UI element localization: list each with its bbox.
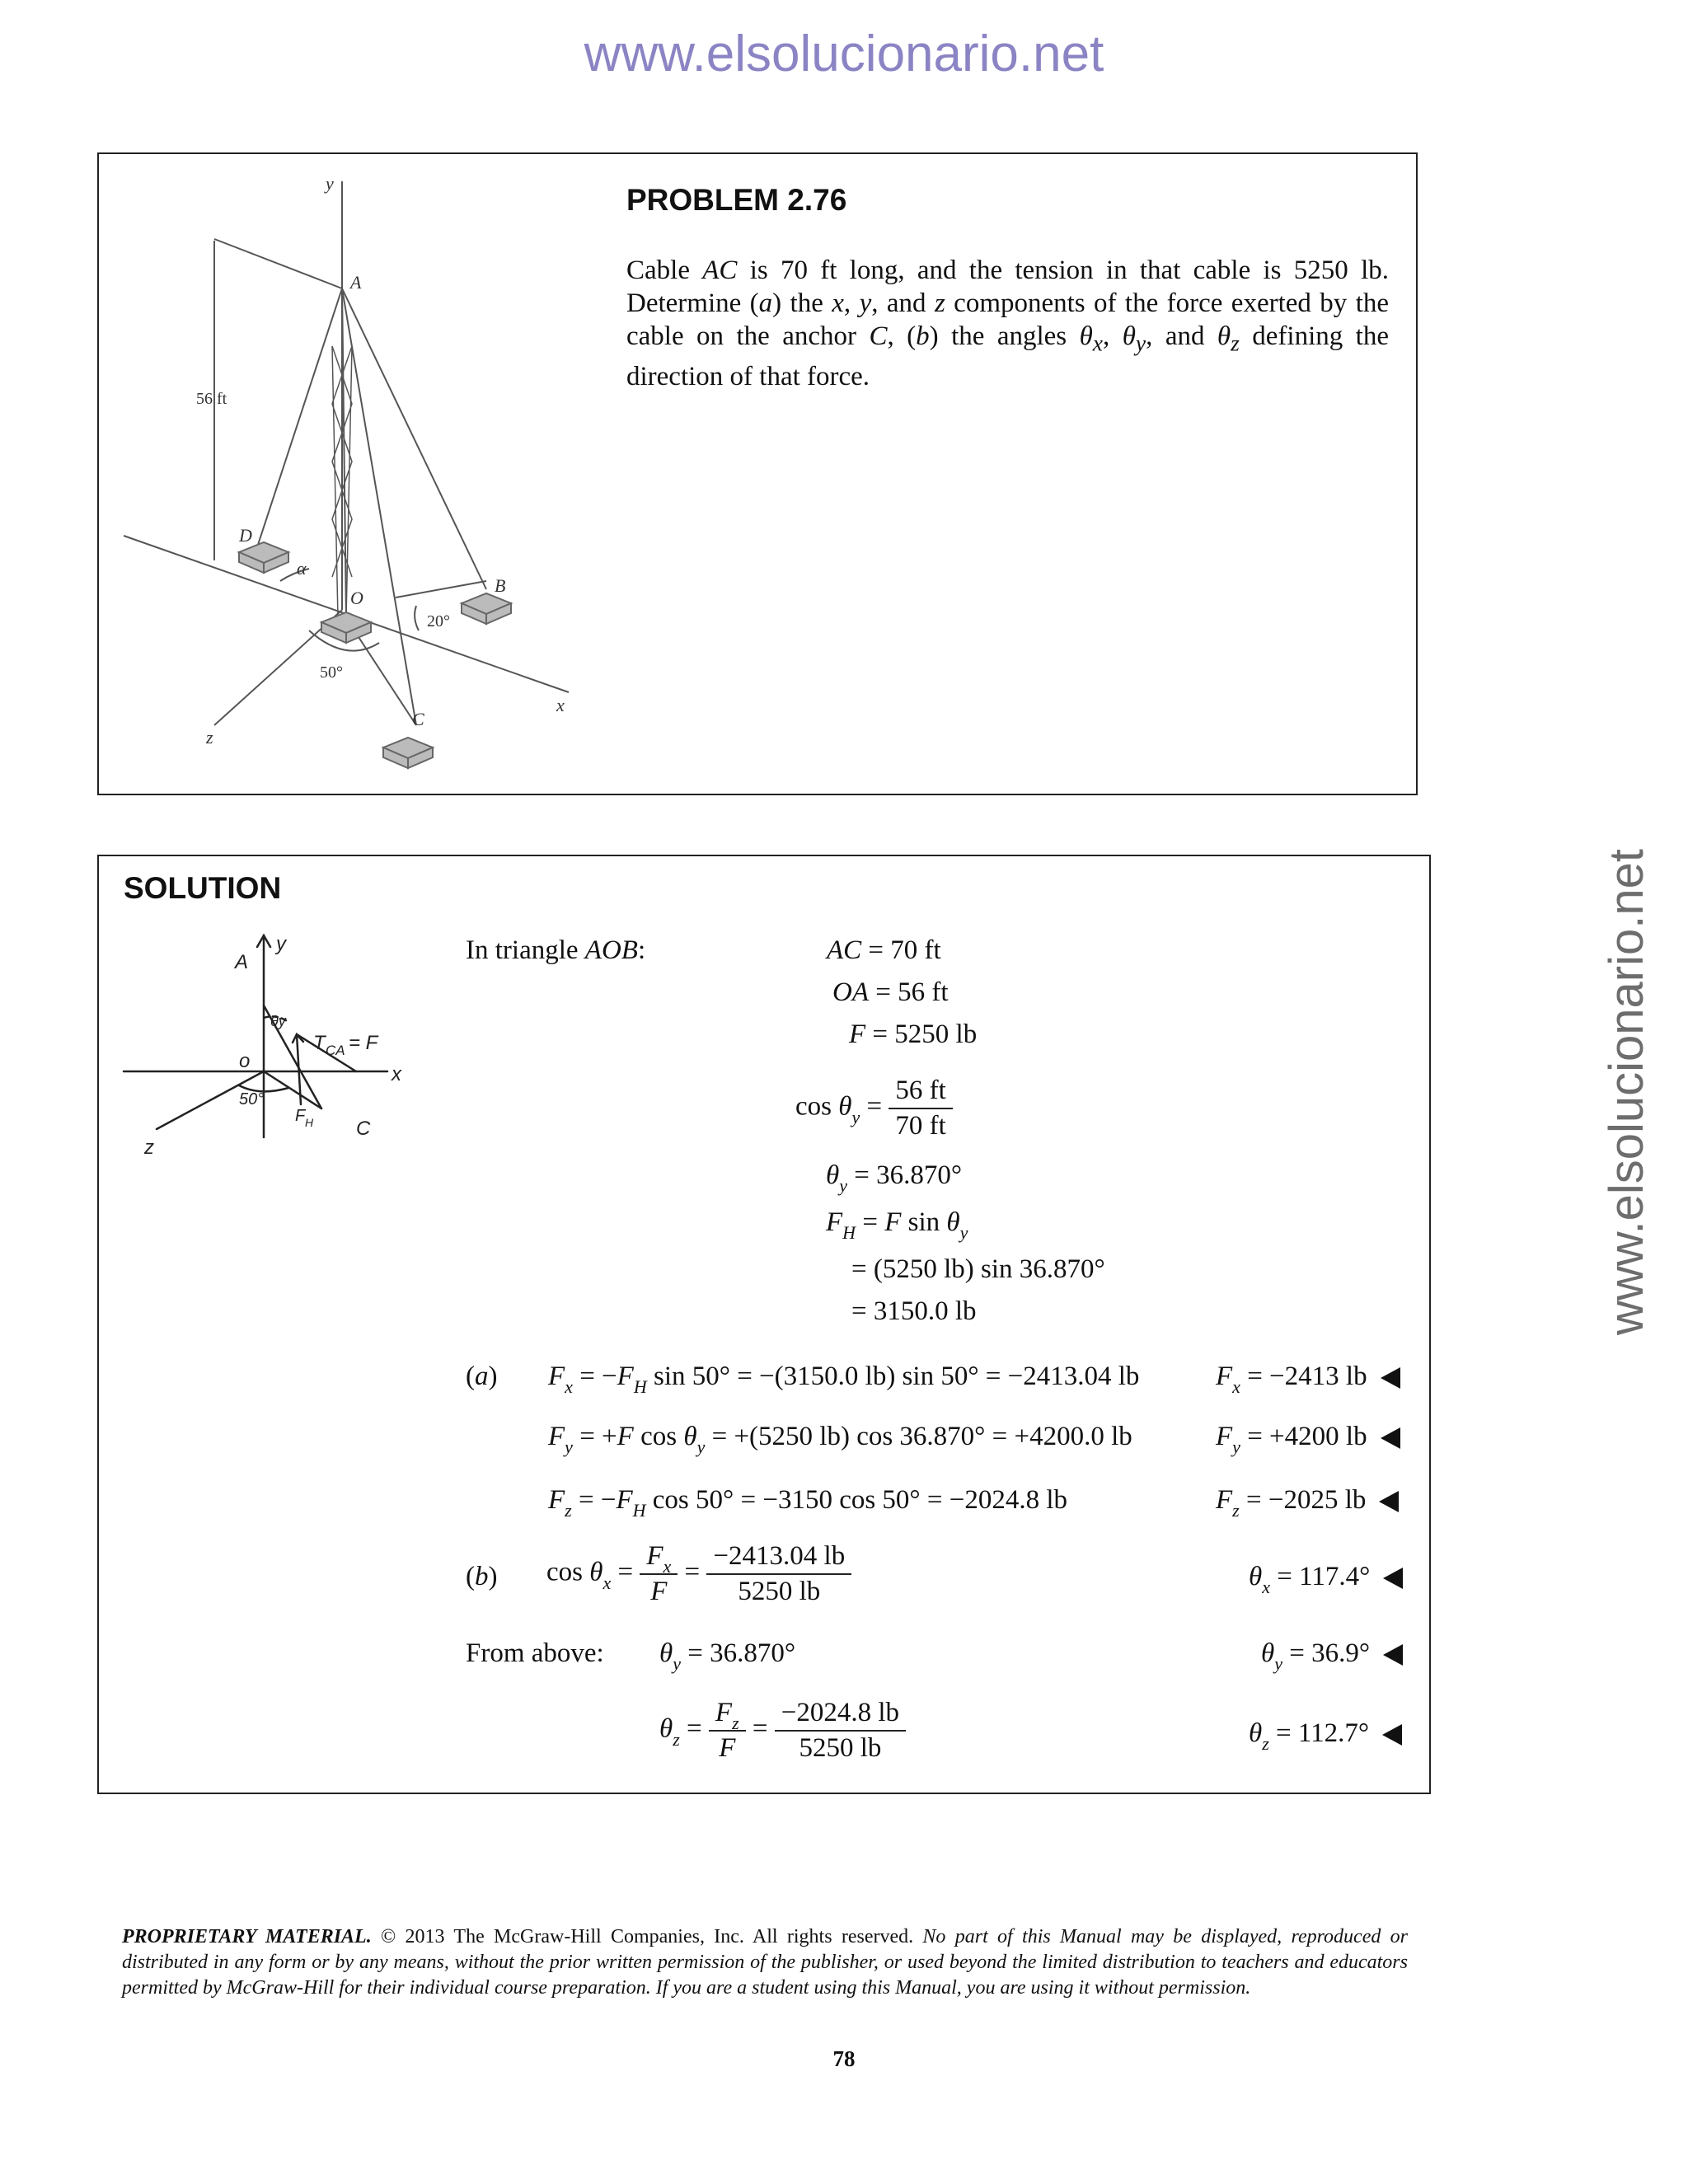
answer-marker-icon xyxy=(1379,1491,1399,1512)
sketch-label-z: z xyxy=(144,1137,154,1159)
page-number: 78 xyxy=(832,2046,856,2071)
answer-marker-icon xyxy=(1383,1568,1403,1589)
sketch-label-x: x xyxy=(392,1063,401,1085)
sketch-label-y: y xyxy=(276,933,286,955)
sketch-label-A: A xyxy=(235,951,249,973)
sketch-label-FH: F xyxy=(295,1107,306,1125)
part-b-label: (b) xyxy=(466,1562,498,1591)
solution-title: SOLUTION xyxy=(124,871,282,905)
sketch-label-O: o xyxy=(239,1050,251,1072)
Fx-result: $F_x = -2413$ lb xyxy=(1216,1361,1400,1392)
Fz-equation: $F_z = -F_H$ cos 50° = −3150 cos 50° = −2024.8 lb xyxy=(548,1485,1068,1521)
given-intro: In triangle AOB: xyxy=(466,935,646,965)
answer-marker-icon xyxy=(1383,1644,1403,1666)
given-F: F = 5250 lb xyxy=(849,1019,978,1049)
cos-theta-x-num: −2413.04 lb xyxy=(706,1541,851,1575)
FH-step1: = (5250 lb) sin 36.870° xyxy=(851,1254,1105,1284)
theta-y-value: $\theta_y = 36.870^\circ$ xyxy=(826,1160,963,1196)
given-AC: AC = 70 ft xyxy=(827,935,941,965)
Fz-result: $F_z = -2025$ lb xyxy=(1216,1485,1399,1516)
watermark-side: www.elsolucionario.net xyxy=(1600,849,1653,1335)
cos-theta-x: $\cos \theta_x$ = $\frac{F_x}{F}$ = $\frac{-2413.04 lb}{5250 lb}$ xyxy=(546,1541,851,1607)
fig-label-B: B xyxy=(495,575,506,596)
fig-label-z: z xyxy=(206,727,213,748)
sketch-label-eq-F: = F xyxy=(349,1032,378,1054)
answer-marker-icon xyxy=(1382,1724,1402,1746)
answer-marker-icon xyxy=(1381,1367,1400,1389)
cos-theta-y: $\cos \theta_y$ = $\frac{56 ft}{70 ft}$ xyxy=(795,1076,953,1141)
theta-x-result: $\theta_x = 117.4^\circ$ xyxy=(1249,1562,1403,1592)
cos-theta-y-den: 70 ft xyxy=(895,1111,946,1141)
copyright-notice: PROPRIETARY MATERIAL. © 2013 The McGraw-Hill Companies, Inc. All rights reserved. No part of this Manual may be displayed, reproduced or distributed in any form or by any means, without the prior written permission of the publisher, or used beyond the limited distribution to teachers and educators permitted by McGraw-Hill for their individual course preparation. If you are a student using this Manual, you are using it without permission. xyxy=(122,1926,1408,1999)
fig-label-x: x xyxy=(556,695,565,715)
problem-statement: Cable AC is 70 ft long, and the tension in that cable is 5250 lb. Determine (a) the x, y, and z components of the force exerted by the cable on the anchor C, (b) the angles $\theta_x$, $\theta_y$, and $\theta_z$ defining the direction of that force. xyxy=(626,255,1390,391)
fig-label-D: D xyxy=(239,525,252,546)
sketch-label-FH-sub: H xyxy=(305,1116,314,1129)
given-OA: OA = 56 ft xyxy=(832,977,949,1007)
sketch-label-theta-y: θy xyxy=(270,1013,286,1029)
theta-z-equation: $\theta_z$ = $\frac{F_z}{F}$ = $\frac{-2024.8 lb}{5250 lb}$ xyxy=(659,1698,906,1764)
sketch-label-T-sub: CA xyxy=(326,1043,345,1058)
FH-expr: $F_H = F$ $\sin \theta_y$ xyxy=(826,1207,968,1243)
from-above: From above: xyxy=(466,1638,604,1668)
theta-z-den: 5250 lb xyxy=(799,1733,882,1763)
fig-label-alpha: α xyxy=(297,558,307,579)
fig-angle-20: 20° xyxy=(427,612,450,630)
cos-theta-x-den: 5250 lb xyxy=(738,1577,821,1606)
solution-sketch xyxy=(115,919,437,1166)
watermark-top: www.elsolucionario.net xyxy=(584,26,1104,82)
part-a-label: (a) xyxy=(466,1361,498,1391)
fig-label-O: O xyxy=(350,588,363,608)
cos-theta-y-num: 56 ft xyxy=(889,1076,952,1109)
FH-step2: = 3150.0 lb xyxy=(851,1296,977,1326)
problem-figure xyxy=(99,157,626,791)
fig-label-y: y xyxy=(326,173,334,194)
Fy-equation: $F_y = +F$ $\cos \theta_y = +(5250$ lb) cos 36.870° = +4200.0 lb xyxy=(548,1422,1132,1457)
Fy-result: $F_y = +4200$ lb xyxy=(1216,1422,1400,1452)
sketch-label-C: C xyxy=(356,1118,371,1140)
answer-marker-icon xyxy=(1381,1427,1400,1449)
theta-y-above: $\theta_y = 36.870^\circ$ xyxy=(659,1638,796,1674)
theta-y-result: $\theta_y = 36.9^\circ$ xyxy=(1261,1638,1403,1669)
theta-z-num: −2024.8 lb xyxy=(775,1698,906,1732)
fig-dim-56ft: 56 ft xyxy=(196,390,227,408)
fig-label-A: A xyxy=(350,272,362,293)
fig-angle-50: 50° xyxy=(320,663,343,682)
fig-label-C: C xyxy=(412,709,424,729)
problem-title: PROBLEM 2.76 xyxy=(626,183,847,217)
sketch-label-T: T xyxy=(313,1032,326,1054)
sketch-label-angle: 50° xyxy=(239,1090,265,1108)
Fx-equation: $F_x = -F_H$ sin 50° = −(3150.0 lb) sin 50° = −2413.04 lb xyxy=(548,1361,1140,1397)
theta-z-result: $\theta_z = 112.7^\circ$ xyxy=(1249,1718,1402,1749)
